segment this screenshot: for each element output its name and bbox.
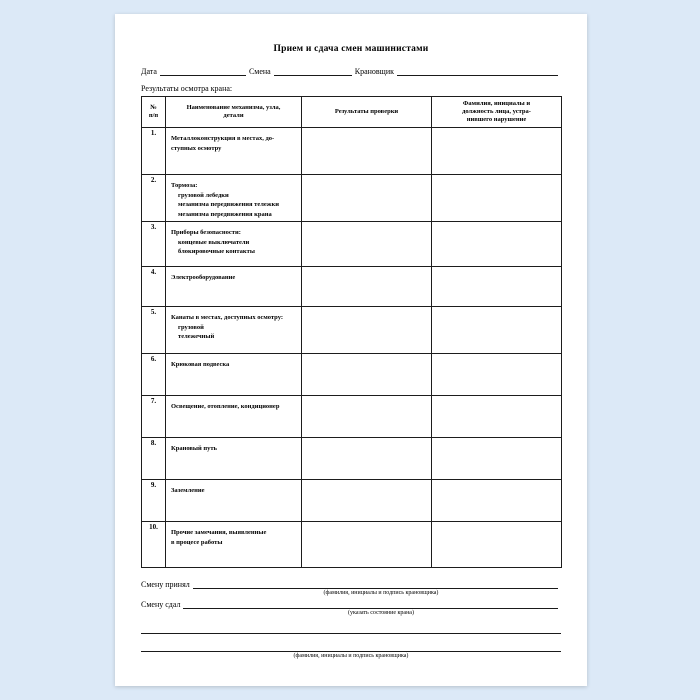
- row-result-cell[interactable]: [302, 522, 432, 568]
- row-responsible-cell[interactable]: [432, 522, 562, 568]
- document-page: [115, 14, 587, 686]
- table-header-row: [142, 97, 562, 128]
- form-sheet: [115, 14, 587, 686]
- row-name: Электрооборудование: [166, 267, 302, 307]
- row-number: 1.: [142, 128, 166, 175]
- date-label: Дата: [141, 67, 157, 76]
- handed-note: (указать состояние крана): [348, 610, 414, 617]
- row-number: 9.: [142, 480, 166, 522]
- row-result-cell[interactable]: [302, 438, 432, 480]
- date-input[interactable]: [160, 66, 246, 76]
- shift-label: Смена: [248, 67, 271, 76]
- table-row: [142, 438, 562, 480]
- accepted-label: Смену принял: [141, 580, 190, 590]
- operator-input[interactable]: [397, 66, 558, 76]
- row-name: Прочие замечания, выявленные в процесе работы: [166, 522, 302, 568]
- table-row: [142, 128, 562, 175]
- row-name: Металлоконструкция в местах, до- ступных осмотру: [166, 128, 302, 175]
- row-number: 8.: [142, 438, 166, 480]
- handed-input[interactable]: [183, 599, 558, 609]
- row-responsible-cell[interactable]: [432, 480, 562, 522]
- extra-line-2[interactable]: [141, 640, 561, 652]
- row-result-cell[interactable]: [302, 128, 432, 175]
- handed-row: [141, 599, 561, 609]
- accepted-input[interactable]: [193, 579, 558, 589]
- row-result-cell[interactable]: [302, 307, 432, 354]
- row-number: 4.: [142, 267, 166, 307]
- table-body: [142, 128, 562, 568]
- row-number: 5.: [142, 307, 166, 354]
- row-responsible-cell[interactable]: [432, 354, 562, 396]
- row-name: Крюковая подвеска: [166, 354, 302, 396]
- row-result-cell[interactable]: [302, 267, 432, 307]
- table-row: [142, 396, 562, 438]
- row-responsible-cell[interactable]: [432, 175, 562, 222]
- row-number: 10.: [142, 522, 166, 568]
- row-name: Канаты в местах, доступных осмотру: грузовой тележечный: [166, 307, 302, 354]
- accepted-row: [141, 579, 561, 589]
- col-header-responsible: Фамилия, инициалы и должность лица, устра- нившего нарушение: [432, 97, 562, 128]
- row-number: 6.: [142, 354, 166, 396]
- handed-label: Смену сдал: [141, 600, 181, 610]
- row-responsible-cell[interactable]: [432, 128, 562, 175]
- header-fields-row: [141, 54, 561, 76]
- col-header-name: Наименование механизма, узла, детали: [166, 97, 302, 128]
- footer-section: [141, 568, 561, 659]
- row-responsible-cell[interactable]: [432, 222, 562, 267]
- row-name: Крановый путь: [166, 438, 302, 480]
- operator-label: Крановщик: [354, 67, 395, 76]
- row-name: Приборы безопасности: концевые выключатели блокировочные контакты: [166, 222, 302, 267]
- row-responsible-cell[interactable]: [432, 396, 562, 438]
- table-row: [142, 522, 562, 568]
- row-result-cell[interactable]: [302, 354, 432, 396]
- row-result-cell[interactable]: [302, 175, 432, 222]
- page-title: Прием и сдача смен машинистами: [273, 44, 429, 54]
- inspection-table: [141, 96, 562, 568]
- section-label: Результаты осмотра крана:: [141, 84, 233, 93]
- col-header-result: Результаты проверки: [302, 97, 432, 128]
- row-responsible-cell[interactable]: [432, 307, 562, 354]
- row-number: 3.: [142, 222, 166, 267]
- final-note: (фамилия, инициалы и подпись крановщика): [293, 653, 409, 660]
- row-number: 7.: [142, 396, 166, 438]
- row-result-cell[interactable]: [302, 222, 432, 267]
- row-result-cell[interactable]: [302, 480, 432, 522]
- table-row: [142, 354, 562, 396]
- table-row: [142, 307, 562, 354]
- table-row: [142, 480, 562, 522]
- col-header-number: № п/п: [142, 97, 166, 128]
- row-name: Заземление: [166, 480, 302, 522]
- row-number: 2.: [142, 175, 166, 222]
- row-responsible-cell[interactable]: [432, 438, 562, 480]
- table-row: [142, 222, 562, 267]
- row-name: Освещение, отопление, кондиционер: [166, 396, 302, 438]
- accepted-note: (фамилия, инициалы и подпись крановщика): [323, 590, 439, 597]
- row-result-cell[interactable]: [302, 396, 432, 438]
- row-name: Тормоза: грузовой лебедки мезанизма передвижения тележки мезанизма передвижения крана: [166, 175, 302, 222]
- shift-input[interactable]: [274, 66, 352, 76]
- table-row: [142, 175, 562, 222]
- row-responsible-cell[interactable]: [432, 267, 562, 307]
- table-row: [142, 267, 562, 307]
- extra-line-1[interactable]: [141, 622, 561, 634]
